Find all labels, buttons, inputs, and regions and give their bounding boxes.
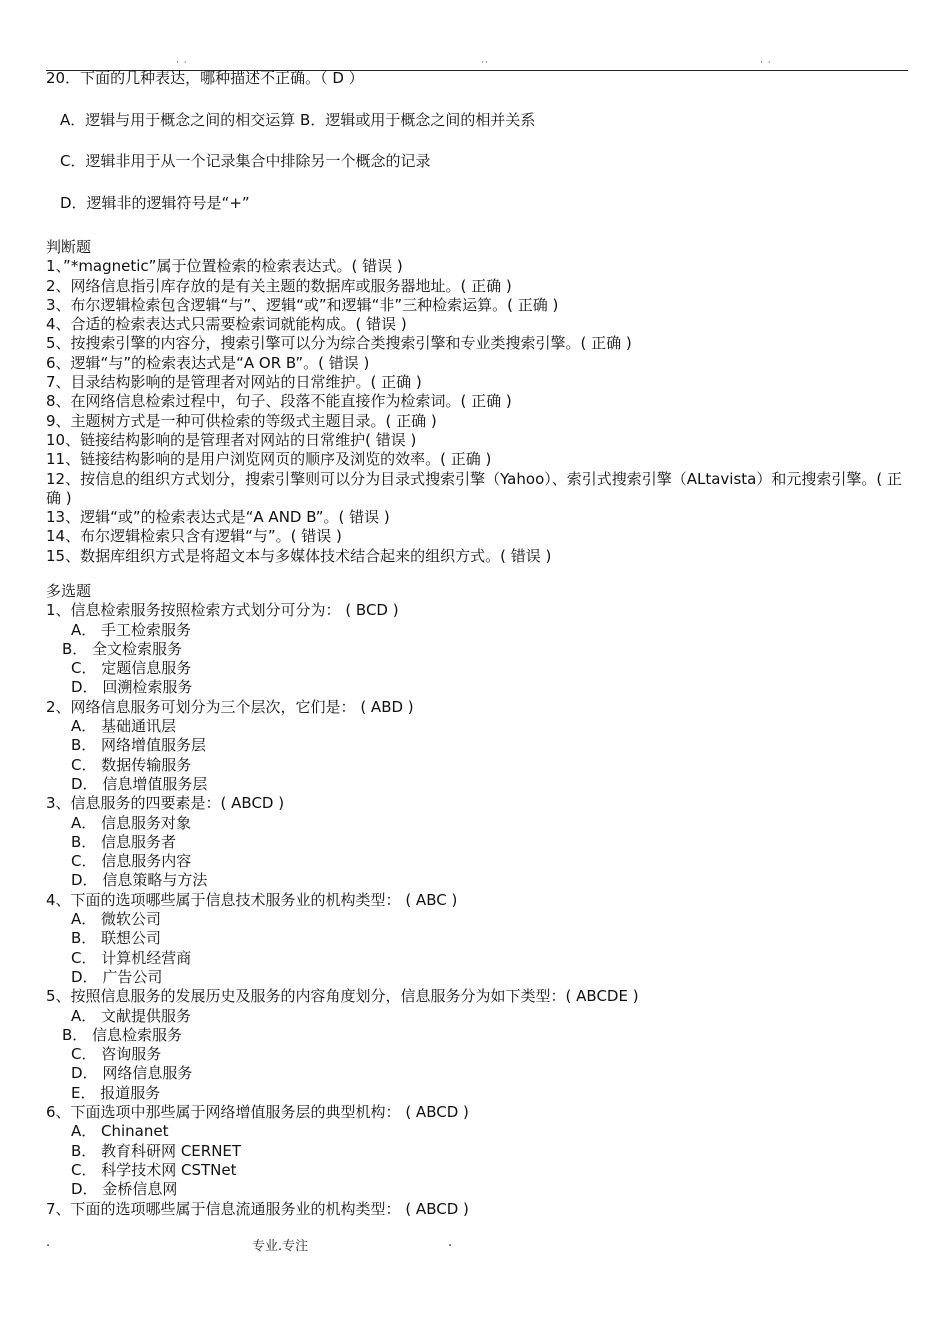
multi-option: C． 计算机经营商 — [71, 948, 192, 967]
multi-option: D． 回溯检索服务 — [71, 678, 193, 697]
footer-dot-right: . — [448, 1235, 453, 1250]
judgment-item: 9、主题树方式是一种可供检索的等级式主题目录。( 正确 ) — [46, 411, 437, 430]
footer-center-text: 专业.专注 — [252, 1239, 309, 1254]
multi-option: D． 金桥信息网 — [71, 1180, 178, 1199]
multi-choice-title: 多选题 — [46, 582, 92, 600]
multi-option: D． 信息增值服务层 — [71, 774, 208, 793]
judgment-item: 7、目录结构影响的是管理者对网站的日常维护。( 正确 ) — [46, 373, 422, 392]
judgment-item: 5、按搜索引擎的内容分，搜索引擎可以分为综合类搜索引擎和专业类搜索引擎。( 正确 ) — [46, 334, 632, 353]
multi-option: B． 教育科研网 CERNET — [71, 1141, 242, 1160]
header-dots-middle: ·· — [481, 58, 489, 68]
multi-choice-section — [46, 582, 906, 1219]
multi-option: D． 网络信息服务 — [71, 1064, 193, 1083]
footer-dot-left: . — [46, 1235, 51, 1250]
judgment-item: 1、”*magnetic”属于位置检索的检索表达式。( 错误 ) — [46, 257, 403, 276]
multi-question-stem: 6、下面选项中那些属于网络增值服务层的典型机构： ( ABCD ) — [46, 1103, 469, 1122]
multi-option: B． 全文检索服务 — [62, 639, 183, 658]
multi-option: A． 微软公司 — [71, 910, 162, 929]
question-20-stem: 20．下面的几种表达，哪种描述不正确。（ D ） — [46, 69, 364, 87]
judgment-item: 6、逻辑“与”的检索表达式是“A OR B”。( 错误 ) — [46, 353, 370, 372]
multi-option: A． Chinanet — [71, 1122, 169, 1141]
multi-question-stem: 5、按照信息服务的发展历史及服务的内容角度划分，信息服务分为如下类型：( ABCDE ) — [46, 987, 639, 1006]
multi-question-stem: 4、下面的选项哪些属于信息技术服务业的机构类型： ( ABC ) — [46, 890, 458, 909]
judgment-item: 14、布尔逻辑检索只含有逻辑“与”。( 错误 ) — [46, 527, 342, 546]
multi-option: A． 文献提供服务 — [71, 1006, 192, 1025]
multi-option: C． 定题信息服务 — [71, 659, 192, 678]
judgment-item: 10、链接结构影响的是管理者对网站的日常维护( 错误 ) — [46, 430, 417, 449]
multi-option: C． 咨询服务 — [71, 1045, 162, 1064]
question-20-option-c: C．逻辑非用于从一个记录集合中排除另一个概念的记录 — [60, 152, 431, 170]
multi-option: A． 信息服务对象 — [71, 813, 192, 832]
multi-option: A． 手工检索服务 — [71, 620, 192, 639]
question-20-option-d: D．逻辑非的逻辑符号是“+” — [60, 194, 250, 212]
multi-option: A． 基础通讯层 — [71, 717, 177, 736]
judgment-item: 11、链接结构影响的是用户浏览网页的顺序及浏览的效率。( 正确 ) — [46, 450, 492, 469]
judgment-item: 3、布尔逻辑检索包含逻辑“与”、逻辑“或”和逻辑“非”三种检索运算。( 正确 ) — [46, 295, 559, 314]
multi-option: B． 网络增值服务层 — [71, 736, 207, 755]
judgment-section — [46, 238, 906, 566]
multi-question-stem: 1、信息检索服务按照检索方式划分可分为： ( BCD ) — [46, 601, 399, 620]
multi-question-stem: 3、信息服务的四要素是：( ABCD ) — [46, 794, 285, 813]
judgment-item: 4、合适的检索表达式只需要检索词就能构成。( 错误 ) — [46, 315, 407, 334]
header-dots-left: · · — [176, 58, 188, 68]
judgment-item: 8、在网络信息检索过程中，句子、段落不能直接作为检索词。( 正确 ) — [46, 392, 512, 411]
multi-option: C． 信息服务内容 — [71, 852, 192, 871]
multi-option: D． 信息策略与方法 — [71, 871, 208, 890]
multi-option: C． 数据传输服务 — [71, 755, 192, 774]
judgment-item: 13、逻辑“或”的检索表达式是“A AND B”。( 错误 ) — [46, 508, 390, 527]
multi-question-stem: 7、下面的选项哪些属于信息流通服务业的机构类型： ( ABCD ) — [46, 1199, 469, 1218]
header-dots-right: · · — [760, 58, 772, 68]
multi-option: B． 信息检索服务 — [62, 1025, 183, 1044]
judgment-item: 15、数据库组织方式是将超文本与多媒体技术结合起来的组织方式。( 错误 ) — [46, 546, 552, 565]
multi-option: D． 广告公司 — [71, 967, 163, 986]
judgment-title: 判断题 — [46, 238, 92, 256]
judgment-item: 2、网络信息指引库存放的是有关主题的数据库或服务器地址。( 正确 ) — [46, 276, 512, 295]
multi-option: E． 报道服务 — [71, 1083, 161, 1102]
multi-option: C． 科学技术网 CSTNet — [71, 1160, 237, 1179]
question-20-option-ab: A．逻辑与用于概念之间的相交运算 B．逻辑或用于概念之间的相并关系 — [60, 111, 536, 129]
multi-option: B． 联想公司 — [71, 929, 162, 948]
multi-question-stem: 2、网络信息服务可划分为三个层次，它们是： ( ABD ) — [46, 697, 414, 716]
judgment-item: 12、按信息的组织方式划分，搜索引擎则可以分为目录式搜索引擎（Yahoo）、索引式搜索引擎（ALtavista）和元搜索引擎。( 正确 ) — [46, 469, 902, 507]
multi-option: B． 信息服务者 — [71, 832, 177, 851]
